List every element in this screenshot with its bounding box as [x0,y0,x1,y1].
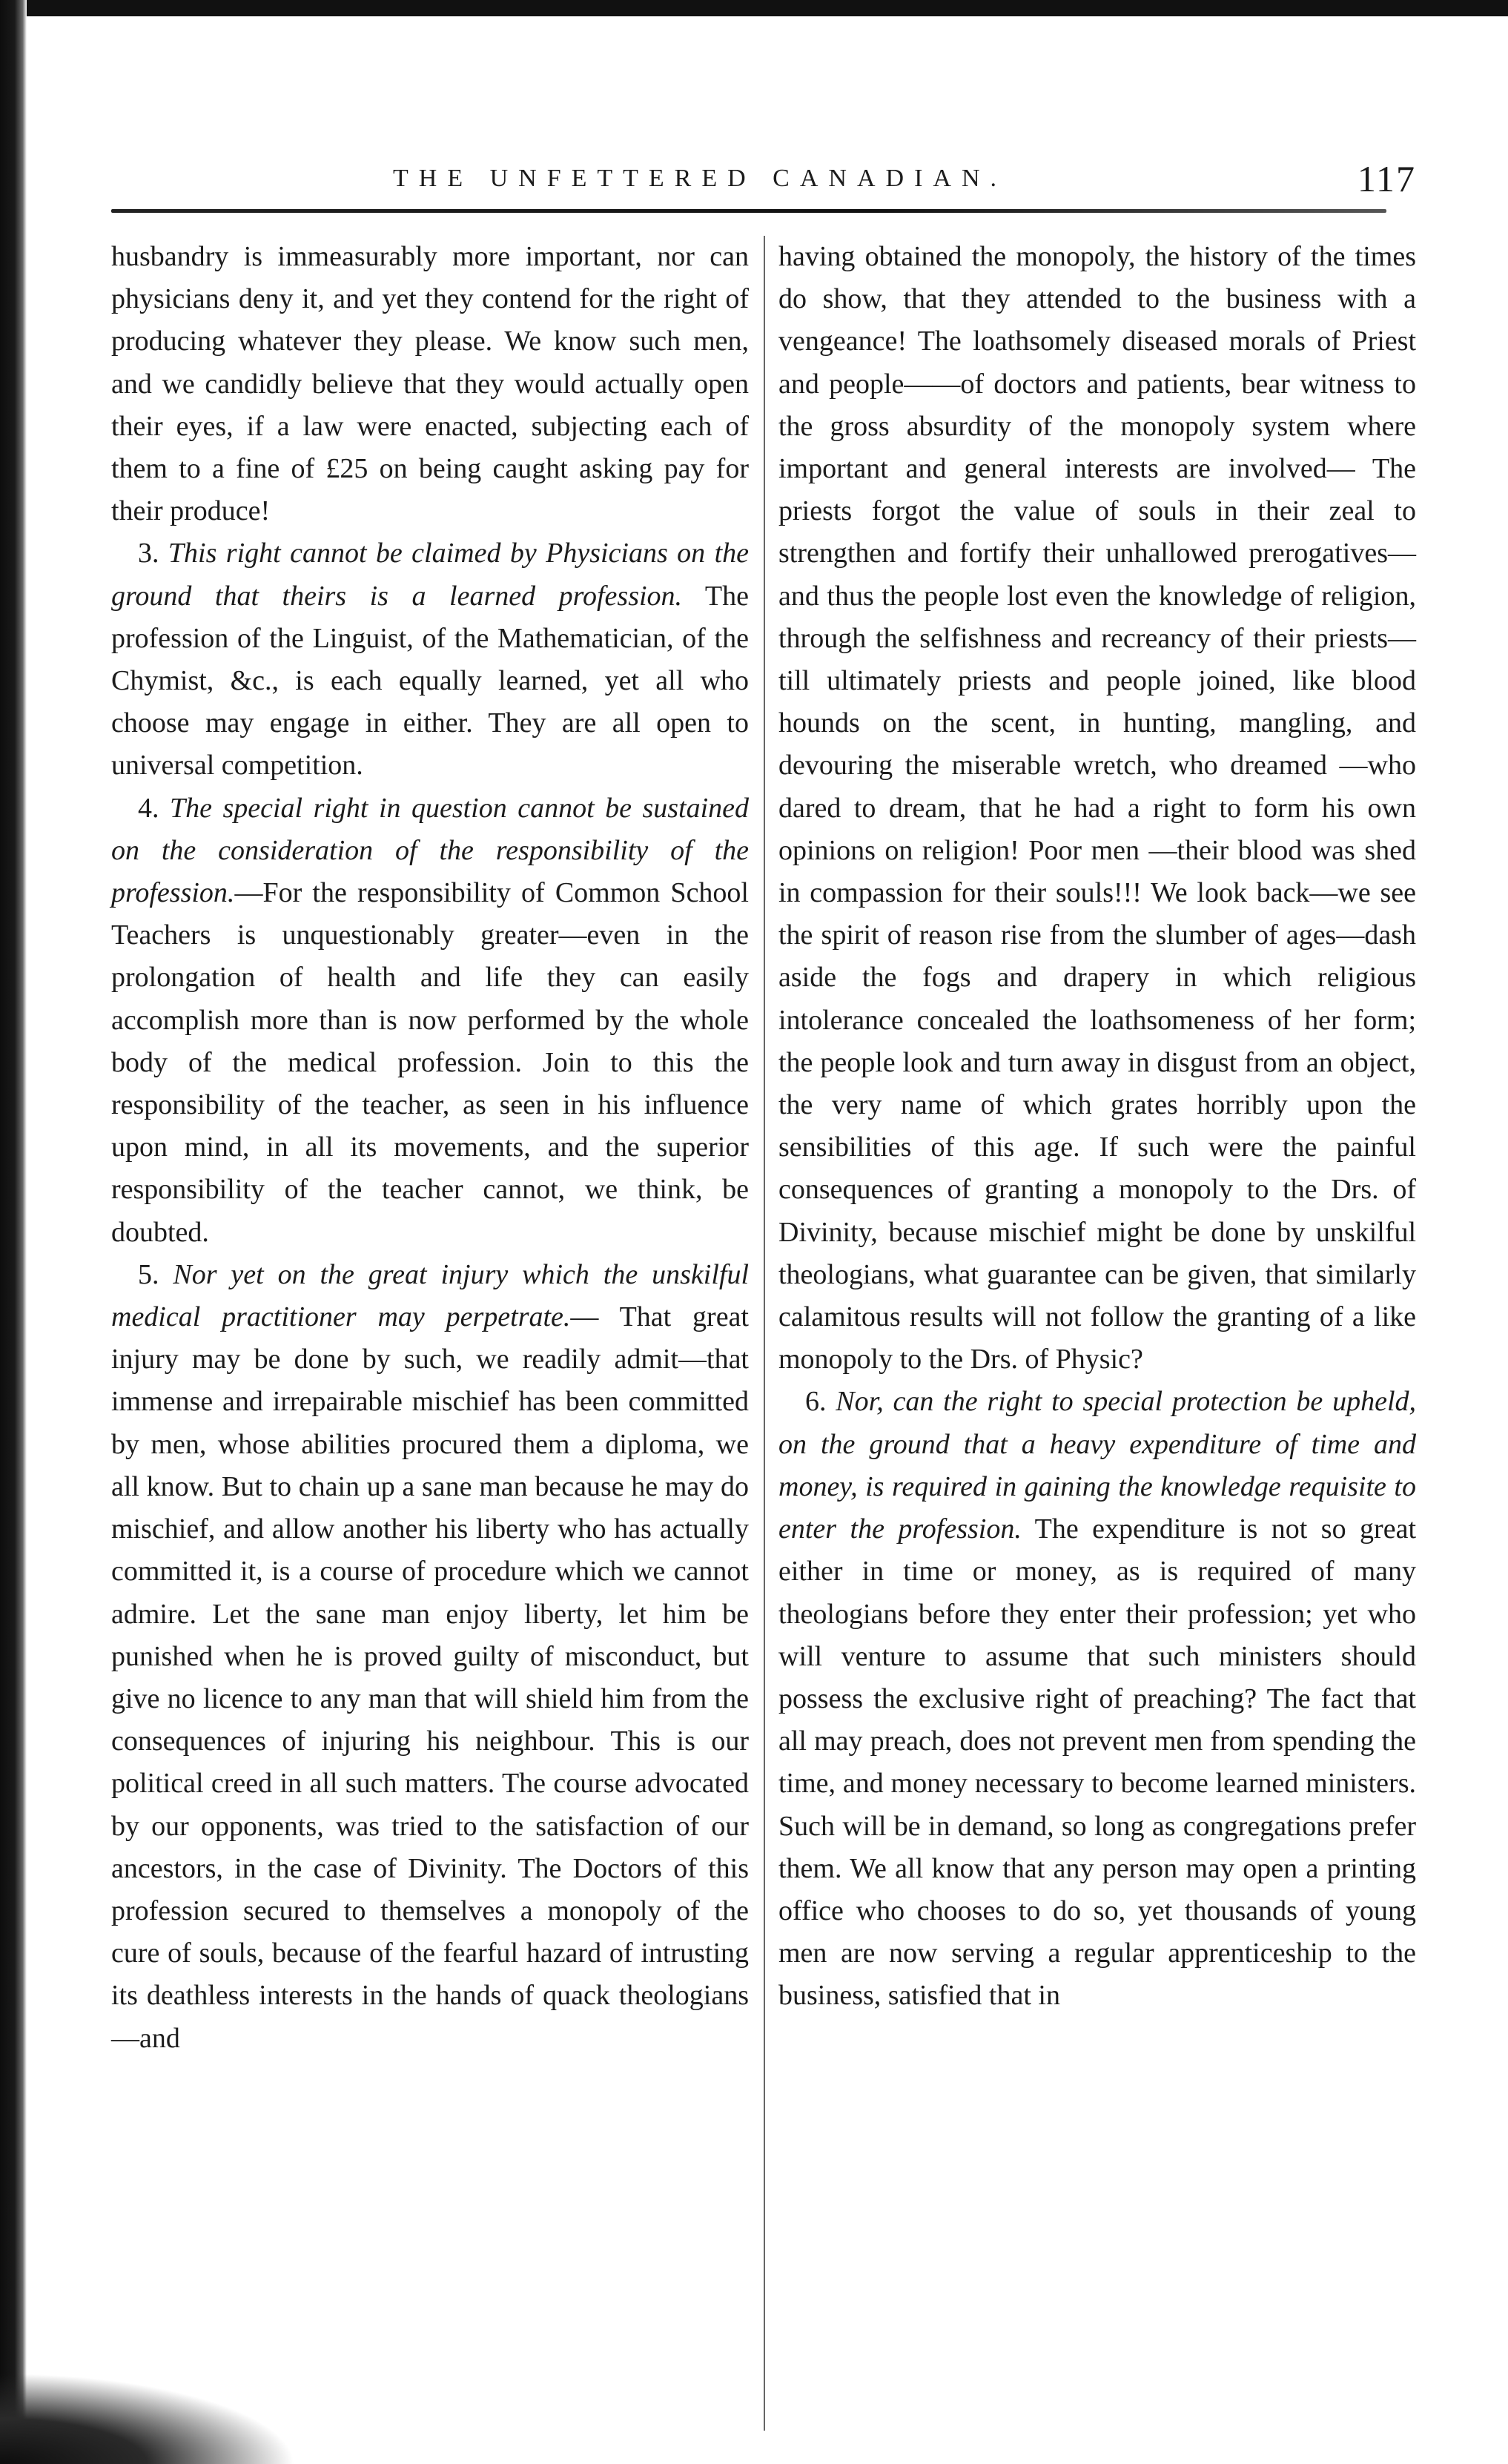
point-text: The expenditure is not so great either in time or money, as is required of many theologians before they enter their profession; yet who will venture to assume that such ministers should possess the exclusive right of preaching? The fact that all may preach, does not prevent men from spending the time, and money necessary to become learned ministers. Such will be in demand, so long as congregations prefer them. We all know that any person may open a printing office who chooses to do so, yet thousands of young men are now serving a regular apprenticeship to the business, satisfied that in [778,1513,1416,2012]
point-heading: Nor, can the right to special protection be upheld, on the ground that a heavy expenditure of time and money, is required in gaining the knowledge requisite to enter the profession. [778,1386,1416,1545]
column-divider [764,236,765,2431]
page-number: 117 [1357,158,1416,199]
point-number: 6. [805,1386,827,1418]
header-rule [111,209,1386,213]
paragraph-point-5 [111,1254,749,2060]
point-text: — That great injury may be done by such, we readily admit—that immense and irrepairable mischief has been committed by men, whose abilities procured them a diploma, we all know. But to chain up a sane man because he may do mischief, and allow another his liberty who has actually committed it, is a course of procedure which we cannot admire. Let the sane man enjoy liberty, let him be punished when he is proved guilty of misconduct, but give no licence to any man that will shield him from the consequences of injuring his neighbour. This is our political creed in all such matters. The course advocated by our opponents, was tried to the satisfaction of our ancestors, in the case of Divinity. The Doctors of this profession secured to themselves a monopoly of the cure of souls, because of the fearful hazard of intrusting its deathless interests in the hands of quack theologians—and [111,1301,749,2054]
paragraph-point-4 [111,787,749,1254]
left-column [111,236,749,2060]
paragraph-point-3 [111,532,749,787]
point-number: 4. [138,792,159,824]
point-number: 5. [138,1258,159,1290]
scan-top-border [0,0,1508,16]
scan-binding-shadow [0,0,27,2464]
point-text: The profession of the Linguist, of the Mathematician, of the Chymist, &c., is each equally learned, yet all who choose may engage in either. They are all open to universal competition. [111,580,749,782]
point-heading: The special right in question cannot be sustained on the consideration of the responsibility of the profession. [111,792,750,909]
paragraph-continuation: having obtained the monopoly, the history of the times do show, that they attended to the business with a vengeance! The loathsomely diseased morals of Priest and people——of doctors and patients, bear witness to the gross absurdity of the monopoly system where important and general interests are involved— The priests forgot the value of souls in their zeal to strengthen and fortify their unhallowed prerogatives—and thus the people lost even the knowledge of religion, through the selfishness and recreancy of their priests—till ultimately priests and people joined, like blood hounds on the scent, in hunting, mangling, and devouring the miserable wretch, who dreamed —who dared to dream, that he had a right to form his own opinions on religion! Poor men —their blood was shed in compassion for their souls!!! We look back—we see the spirit of reason rise from the slumber of ages—dash aside the fogs and drapery in which religious intolerance concealed the loathsomeness of her form; the people look and turn away in disgust from an object, the very name of which grates horribly upon the sensibilities of this age. If such were the painful consequences of granting a monopoly to the Drs. of Divinity, because mischief might be done by unskilful theologians, what guarantee can be given, that similarly calamitous results will not follow the granting of a like monopoly to the Drs. of Physic? [778,241,1416,1375]
point-number: 3. [138,538,159,569]
page-header [111,158,1416,209]
paragraph-continuation: husbandry is immeasurably more important, nor can physicians deny it, and yet they contend for the right of producing whatever they please. We know such men, and we candidly believe that they would actually open their eyes, if a law were enacted, subjecting each of them to a fine of £25 on being caught asking pay for their produce! [111,241,749,527]
running-title: THE UNFETTERED CANADIAN. [393,165,1008,192]
book-page [111,148,1416,2432]
point-text: —For the responsibility of Common School Teachers is unquestionably greater—even in the prolongation of health and life they can easily accomplish more than is now performed by the whole body of the medical profession. Join to this the responsibility of the teacher, as seen in his influence upon mind, in all its movements, and the superior responsibility of the teacher cannot, we think, be doubted. [111,877,749,1248]
paragraph-point-6 [778,1381,1416,2017]
right-column [778,236,1416,2018]
point-heading: Nor yet on the great injury which the unskilful medical practitioner may perpetrate. [111,1258,749,1333]
point-heading: This right cannot be claimed by Physicians on the ground that theirs is a learned profession. [111,538,750,612]
